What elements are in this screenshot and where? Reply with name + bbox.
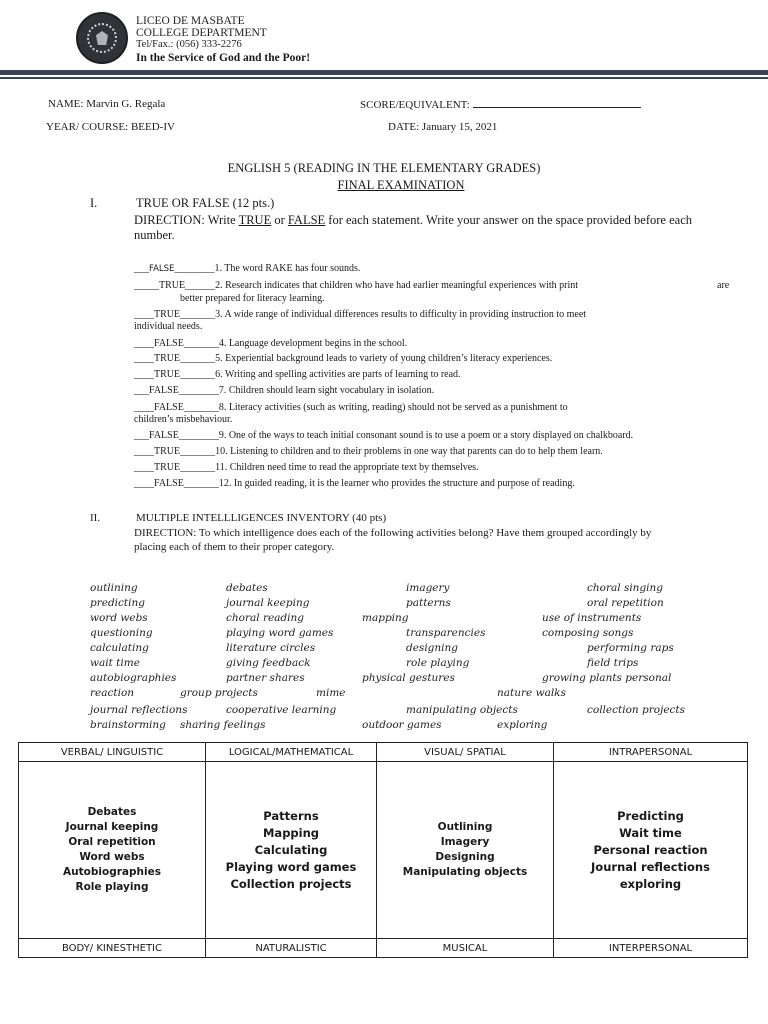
word-bank-item: cooperative learning — [226, 704, 337, 716]
word-bank-item: brainstorming — [90, 719, 166, 731]
answer-item: Manipulating objects — [402, 866, 528, 878]
word-bank-item: outdoor games — [362, 719, 442, 731]
tf-answer: FALSE — [154, 402, 184, 413]
word-bank-item: growing plants personal — [542, 672, 672, 684]
word-bank-item: playing word games — [226, 627, 334, 639]
word-bank-item: physical gestures — [362, 672, 455, 684]
cell-intrapersonal — [554, 762, 748, 939]
tf-item-10: ____TRUE_______10. Listening to children and to their problems in one way that parents can do to help them learn. — [134, 446, 603, 457]
school-motto: In the Service of God and the Poor! — [136, 52, 311, 64]
part1-number: I. — [90, 196, 98, 210]
tf-answer: FALSE — [149, 430, 179, 441]
tf-item-1: ___FALSE________1. The word RAKE has four sounds. — [134, 263, 361, 274]
direction-text: or — [271, 213, 288, 227]
word-bank-item: mime — [316, 687, 346, 699]
answer-item: Patterns — [263, 808, 319, 823]
school-seal-logo — [76, 12, 128, 64]
word-bank-item: choral singing — [587, 582, 664, 594]
word-bank-item: collection projects — [587, 704, 686, 716]
tf-answer: FALSE — [154, 478, 184, 489]
tf-answer: TRUE — [154, 309, 181, 320]
word-bank-item: performing raps — [587, 642, 674, 654]
part1-direction-cont: number. — [134, 228, 175, 242]
tf-item-5: ____TRUE_______5. Experiential background leads to variety of young children’s literacy experiences. — [134, 353, 553, 364]
word-bank-item: autobiographies — [90, 672, 177, 684]
answer-item: Journal reflections — [591, 859, 710, 874]
student-name: NAME: Marvin G. Regala — [48, 98, 166, 110]
tf-item-4: ____FALSE_______4. Language development begins in the school. — [134, 338, 408, 349]
tf-item-8: ____FALSE_______8. Literacy activities (such as writing, reading) should not be served as a punishment to — [134, 402, 568, 413]
header-intrapersonal: INTRAPERSONAL — [554, 743, 748, 762]
word-bank-item: oral repetition — [587, 597, 664, 609]
word-bank-item: transparencies — [406, 627, 486, 639]
part1-direction — [134, 213, 692, 228]
answer-item: Outlining — [437, 821, 493, 833]
score-label: SCORE/EQUIVALENT: — [360, 99, 470, 111]
word-bank-item: giving feedback — [226, 657, 311, 669]
answer-item: Mapping — [262, 825, 320, 840]
tf-answer: FALSE — [149, 264, 175, 274]
header-verbal: VERBAL/ LINGUISTIC — [19, 743, 206, 762]
direction-true: TRUE — [238, 213, 272, 227]
direction-false: FALSE — [287, 213, 326, 227]
answer-item: Calculating — [254, 842, 328, 857]
intelligence-table — [18, 742, 748, 958]
word-bank-item: word webs — [90, 612, 148, 624]
tf-item-7: ___FALSE________7. Children should learn sight vocabulary in isolation. — [134, 385, 435, 396]
exam-date: DATE: January 15, 2021 — [388, 121, 498, 133]
word-bank-item: manipulating objects — [406, 704, 518, 716]
word-bank-item: composing songs — [542, 627, 634, 639]
tf-answer: TRUE — [154, 446, 181, 457]
answer-item: Imagery — [440, 836, 490, 848]
department-name: COLLEGE DEPARTMENT — [136, 27, 267, 39]
tf-item-3-cont: individual needs. — [134, 321, 203, 332]
word-bank-item: journal keeping — [226, 597, 310, 609]
header-naturalistic: NATURALISTIC — [206, 939, 377, 958]
tf-answer: FALSE — [154, 338, 184, 349]
word-bank-item: calculating — [90, 642, 149, 654]
word-bank-item: questioning — [90, 627, 153, 639]
word-bank-item: patterns — [406, 597, 451, 609]
word-bank-item: group projects — [180, 687, 258, 699]
tf-answer: TRUE — [154, 369, 181, 380]
word-bank-item: debates — [226, 582, 268, 594]
year-course: YEAR/ COURSE: BEED-IV — [46, 121, 175, 133]
word-bank-item: sharing feelings — [180, 719, 266, 731]
answer-item: Designing — [435, 851, 495, 863]
part2-title: MULTIPLE INTELLLIGENCES INVENTORY (40 pts) — [136, 512, 387, 524]
answer-item: Word webs — [79, 851, 145, 863]
word-bank-item: outlining — [90, 582, 138, 594]
direction-text: for each statement. Write your answer on the space provided before each — [325, 213, 692, 227]
word-bank-item: wait time — [90, 657, 140, 669]
answer-item: Playing word games — [225, 859, 357, 874]
part1-title: TRUE OR FALSE (12 pts.) — [136, 196, 275, 210]
word-bank-item: role playing — [406, 657, 470, 669]
answer-item: Personal reaction — [593, 842, 708, 857]
cell-visual — [377, 762, 554, 939]
tf-answer: TRUE — [154, 353, 181, 364]
word-bank-item: field trips — [587, 657, 639, 669]
answer-item: Oral repetition — [68, 836, 156, 848]
tf-answer: FALSE — [149, 385, 179, 396]
score-blank — [473, 98, 641, 108]
part2-direction-cont: placing each of them to their proper category. — [134, 541, 335, 553]
tf-answer: TRUE — [154, 462, 181, 473]
word-bank-item: reaction — [90, 687, 135, 699]
part2-number: II. — [90, 512, 101, 524]
word-bank-item: imagery — [406, 582, 450, 594]
word-bank-item: choral reading — [226, 612, 304, 624]
word-bank-item: literature circles — [226, 642, 316, 654]
word-bank-item: journal reflections — [90, 704, 188, 716]
answer-item: Debates — [87, 806, 137, 818]
word-bank-item: predicting — [90, 597, 145, 609]
tf-answer: TRUE — [159, 280, 186, 291]
header-visual: VISUAL/ SPATIAL — [377, 743, 554, 762]
answer-item: Predicting — [617, 808, 684, 823]
header-logical: LOGICAL/MATHEMATICAL — [206, 743, 377, 762]
answer-item: Wait time — [619, 825, 682, 840]
school-name: LICEO DE MASBATE — [136, 15, 245, 27]
header-divider-thin — [0, 77, 768, 79]
word-bank-item: nature walks — [497, 687, 566, 699]
answer-item: Journal keeping — [65, 821, 159, 833]
answer-item: Autobiographies — [63, 866, 161, 878]
tf-item-2-tail: are — [717, 280, 730, 291]
score-field — [360, 98, 641, 111]
tf-item-2: _____TRUE______2. Research indicates that children who have had earlier meaningful experiences with print — [134, 280, 579, 291]
tf-item-9: ___FALSE________9. One of the ways to teach initial consonant sound is to use a poem or a story displayed on chalkboard. — [134, 430, 634, 441]
tf-item-2-cont: better prepared for literacy learning. — [180, 293, 325, 304]
exam-subject: ENGLISH 5 (READING IN THE ELEMENTARY GRADES) — [227, 161, 541, 175]
word-bank-item: mapping — [362, 612, 409, 624]
header-musical: MUSICAL — [377, 939, 554, 958]
tf-item-3: ____TRUE_______3. A wide range of individual differences results to difficulty in providing instruction to meet — [134, 309, 587, 320]
tf-item-8-cont: children’s misbehaviour. — [134, 414, 233, 425]
word-bank-item: use of instruments — [542, 612, 642, 624]
word-bank-item: designing — [406, 642, 459, 654]
tf-item-6: ____TRUE_______6. Writing and spelling activities are parts of learning to read. — [134, 369, 461, 380]
cell-verbal — [19, 762, 206, 939]
cell-logical — [206, 762, 377, 939]
answer-item: Role playing — [75, 881, 149, 893]
header-kinesthetic: BODY/ KINESTHETIC — [19, 939, 206, 958]
word-bank-item: exploring — [497, 719, 548, 731]
word-bank-item: partner shares — [226, 672, 305, 684]
exam-title: FINAL EXAMINATION — [337, 178, 465, 192]
telfax: Tel/Fax.: (056) 333-2276 — [136, 39, 242, 50]
tf-item-12: ____FALSE_______12. In guided reading, it is the learner who provides the structure and purpose of reading. — [134, 478, 575, 489]
part2-direction: DIRECTION: To which intelligence does each of the following activities belong? Have them grouped accordingly by — [134, 527, 652, 539]
answer-item: Collection projects — [230, 876, 352, 891]
answer-item: exploring — [619, 876, 682, 891]
direction-text: DIRECTION: Write — [134, 213, 239, 227]
tf-item-11: ____TRUE_______11. Children need time to read the appropriate text by themselves. — [134, 462, 479, 473]
header-interpersonal: INTERPERSONAL — [554, 939, 748, 958]
header-divider-thick — [0, 70, 768, 75]
